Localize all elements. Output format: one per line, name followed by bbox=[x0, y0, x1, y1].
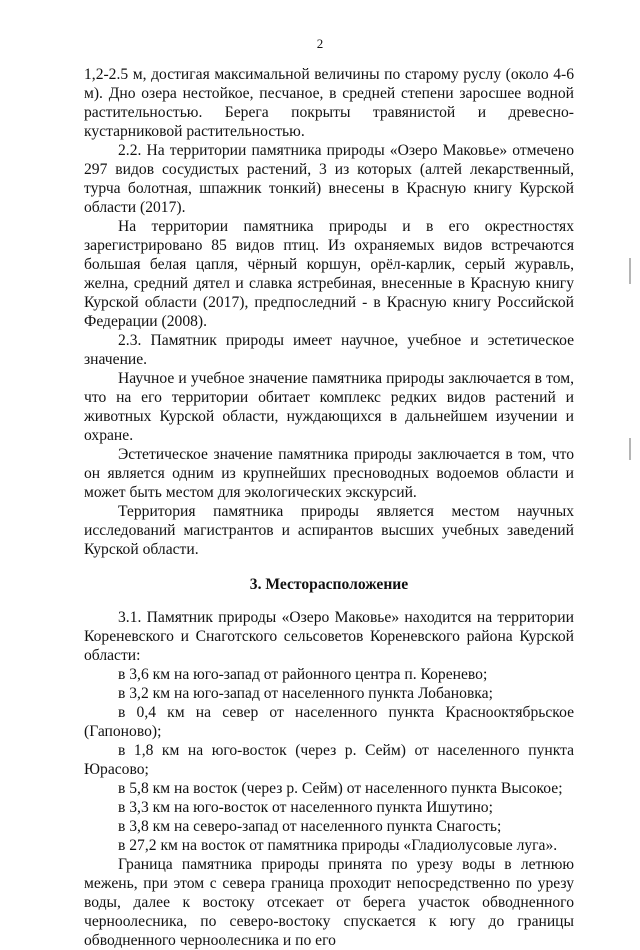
document-body bbox=[84, 65, 574, 950]
paragraph: Эстетическое значение памятника природы заключается в том, что он является одним из крупнейших пресноводных водоемов области и может быть местом для экологических экскурсий. bbox=[84, 446, 574, 501]
location-item: в 0,4 км на север от населенного пункта Краснооктябрьское (Гапоново); bbox=[84, 704, 574, 740]
location-item: в 1,8 км на юго-восток (через р. Сейм) от населенного пункта Юрасово; bbox=[84, 742, 574, 778]
boundary-paragraph: Граница памятника природы принята по урезу воды в летнюю межень, при этом с севера граница проходит непосредственно по урезу воды, далее к востоку отсекает от берега участок обводненного черноолесника, по северо-востоку спускается к югу до границы обводненного черноолесника и по его bbox=[84, 856, 574, 949]
location-item: в 3,3 км на юго-восток от населенного пункта Ишутино; bbox=[118, 799, 493, 816]
paragraph: 2.2. На территории памятника природы «Озеро Маковье» отмечено 297 видов сосудистых растений, 3 из которых (алтей лекарственный, турча болотная, шпажник тонкий) внесены в Красную книгу Курской области (2017). bbox=[84, 142, 574, 216]
paragraph: Территория памятника природы является местом научных исследований магистрантов и аспирантов высших учебных заведений Курской области. bbox=[84, 503, 574, 558]
scan-artifact bbox=[629, 438, 631, 460]
location-item: в 5,8 км на восток (через р. Сейм) от населенного пункта Высокое; bbox=[118, 780, 563, 797]
paragraph: Научное и учебное значение памятника природы заключается в том, что на его территории обитает комплекс редких видов растений и животных Курской области, нуждающихся в дальнейшем изучении и охране. bbox=[84, 370, 574, 444]
paragraph: 2.3. Памятник природы имеет научное, учебное и эстетическое значение. bbox=[84, 332, 574, 368]
location-intro: 3.1. Памятник природы «Озеро Маковье» находится на территории Кореневского и Снаготского сельсоветов Кореневского района Курской области: bbox=[84, 609, 574, 664]
location-item: в 3,2 км на юго-запад от населенного пункта Лобановка; bbox=[118, 685, 493, 702]
paragraph: 1,2-2.5 м, достигая максимальной величины по старому руслу (около 4-6 м). Дно озера нестойкое, песчаное, в средней степени заросшее водной растительностью. Берега покрыты травянистой и древесно-кустарниковой растительностью. bbox=[84, 66, 574, 140]
location-item: в 3,6 км на юго-запад от районного центра п. Коренево; bbox=[118, 666, 488, 683]
page-number: 2 bbox=[316, 36, 324, 51]
paragraph: На территории памятника природы и в его окрестностях зарегистрировано 85 видов птиц. Из охраняемых видов встречаются большая белая цапля, чёрный коршун, орёл-карлик, серый журавль, желна, средний дятел и славка ястребиная, внесенные в Красную книгу Курской области (2017), предпоследний - в Красную книгу Российской Федерации (2008). bbox=[84, 218, 574, 330]
scan-artifact bbox=[629, 258, 631, 284]
location-item: в 3,8 км на северо-запад от населенного пункта Снагость; bbox=[118, 818, 502, 835]
section-heading: 3. Месторасположение bbox=[249, 576, 409, 593]
location-item: в 27,2 км на восток от памятника природы «Гладиолусовые луга». bbox=[118, 837, 558, 854]
